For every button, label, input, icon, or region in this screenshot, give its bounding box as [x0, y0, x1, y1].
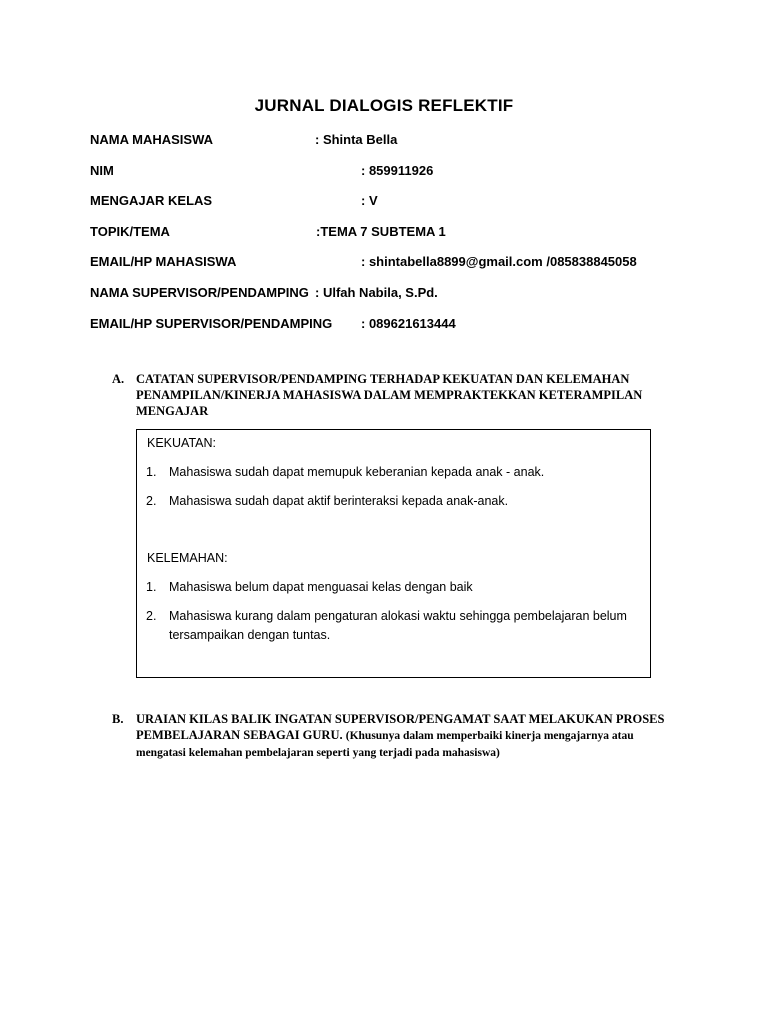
info-value: : shintabella8899@gmail.com /085838845058 — [361, 254, 637, 269]
info-value: : Ulfah Nabila, S.Pd. — [315, 285, 438, 300]
info-label: NIM — [90, 163, 114, 178]
info-label: MENGAJAR KELAS — [90, 193, 213, 208]
info-label: NAMA MAHASISWA — [90, 132, 214, 147]
document-title: JURNAL DIALOGIS REFLEKTIF — [254, 96, 514, 115]
list-number: 1. — [146, 580, 157, 594]
kekuatan-kelemahan-box — [136, 429, 651, 678]
section-letter: B. — [112, 712, 124, 726]
section-heading-text — [136, 711, 676, 761]
section-heading-main: URAIAN KILAS BALIK INGATAN SUPERVISOR/PENGAMAT SAAT MELAKUKAN PROSES PEMBELAJARAN SEBAGAI GURU. — [136, 712, 665, 742]
list-number: 2. — [146, 494, 157, 508]
info-label: EMAIL/HP MAHASISWA — [90, 254, 237, 269]
list-number: 2. — [146, 609, 157, 623]
section-heading-text: CATATAN SUPERVISOR/PENDAMPING TERHADAP KEKUATAN DAN KELEMAHAN PENAMPILAN/KINERJA MAHASISWA DALAM MEMPRAKTEKKAN KETERAMPILAN MENGAJAR — [136, 372, 643, 418]
kelemahan-label: KELEMAHAN: — [147, 551, 228, 565]
list-number: 1. — [146, 465, 157, 479]
info-label: EMAIL/HP SUPERVISOR/PENDAMPING — [90, 316, 333, 331]
list-text: Mahasiswa sudah dapat aktif berinteraksi kepada anak-anak. — [169, 494, 509, 508]
section-heading-note: (Khusunya dalam memperbaiki kinerja mengajarnya atau mengatasi kelemahan pembelajaran seperti yang terjadi pada mahasiswa) — [136, 730, 634, 759]
info-value: : Shinta Bella — [315, 132, 398, 147]
info-value: : 859911926 — [361, 163, 434, 178]
info-value: : 089621613444 — [361, 316, 456, 331]
info-label: NAMA SUPERVISOR/PENDAMPING — [90, 285, 309, 300]
kekuatan-label: KEKUATAN: — [147, 436, 216, 450]
section-letter: A. — [112, 372, 125, 386]
info-label: TOPIK/TEMA — [90, 224, 170, 239]
list-text: Mahasiswa kurang dalam pengaturan alokasi waktu sehingga pembelajaran belum tersampaikan dengan tuntas. — [169, 609, 627, 642]
info-value: : V — [361, 193, 378, 208]
list-text: Mahasiswa sudah dapat memupuk keberanian kepada anak - anak. — [169, 465, 545, 479]
info-value: :TEMA 7 SUBTEMA 1 — [316, 224, 446, 239]
list-text: Mahasiswa belum dapat menguasai kelas dengan baik — [169, 580, 473, 594]
